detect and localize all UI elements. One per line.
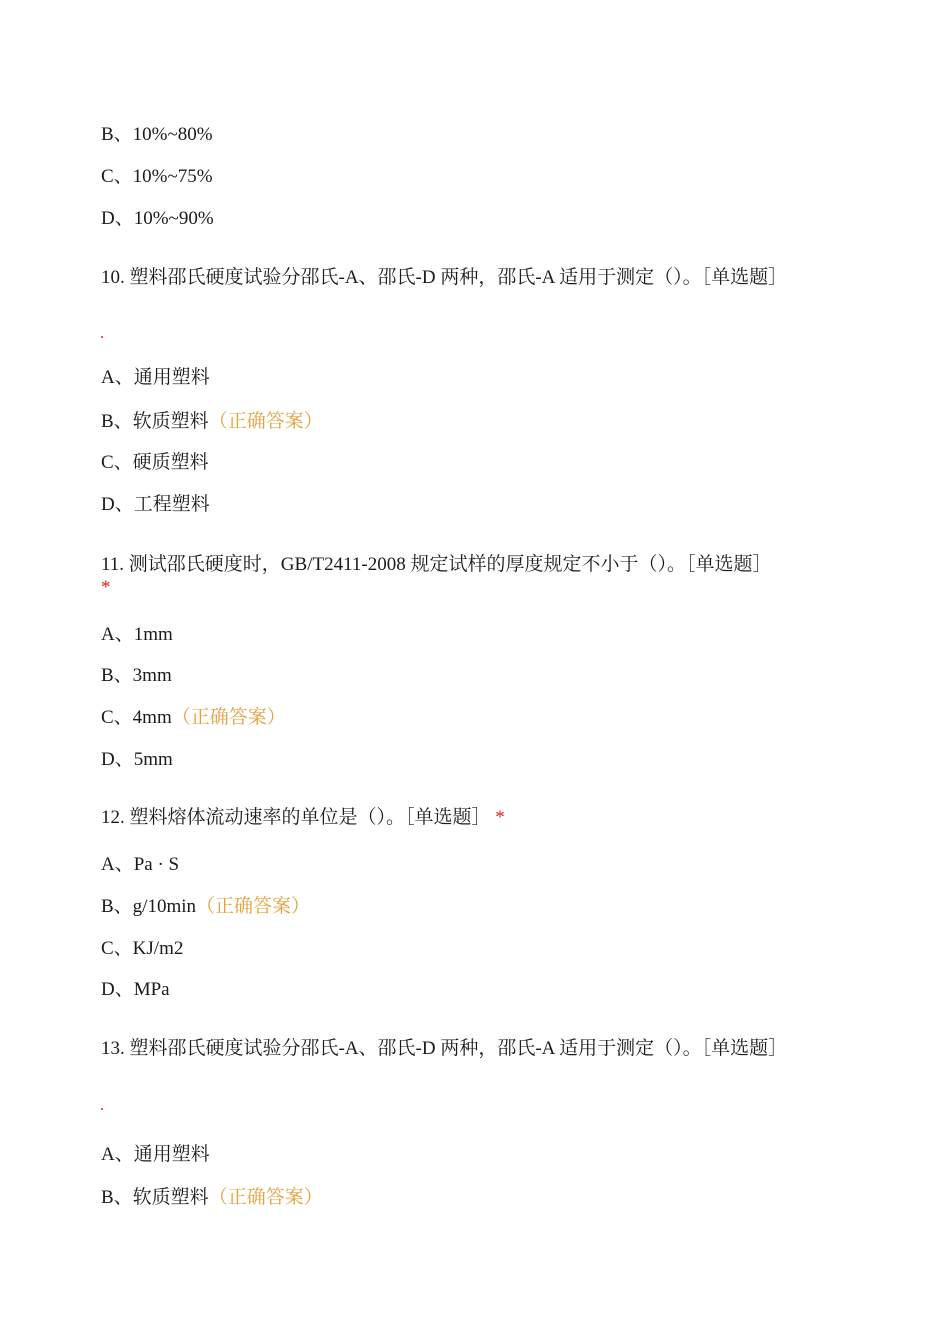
- option-b: B、g/10min（正确答案）: [101, 896, 311, 917]
- option-d: D、MPa: [101, 979, 170, 1000]
- option-a: A、通用塑料: [101, 1144, 210, 1165]
- option-a: A、Pa · S: [101, 854, 180, 875]
- required-star: *: [495, 807, 505, 828]
- option-c: C、10%~75%: [101, 166, 213, 187]
- option-a: A、通用塑料: [101, 367, 210, 388]
- option-d: D、10%~90%: [101, 208, 214, 229]
- question-10-stem: 10. 塑料邵氏硬度试验分邵氏-A、邵氏-D 两种，邵氏-A 适用于测定（）。［单选题］: [101, 267, 788, 288]
- question-12-stem: 12. 塑料熔体流动速率的单位是（）。［单选题］ *: [101, 807, 505, 828]
- option-b: B、软质塑料（正确答案）: [101, 1187, 323, 1208]
- correct-answer-tag: （正确答案）: [208, 411, 323, 432]
- correct-answer-tag: （正确答案）: [196, 896, 311, 917]
- required-marker: [101, 1108, 103, 1110]
- question-11-stem: 11. 测试邵氏硬度时，GB/T2411-2008 规定试样的厚度规定不小于（）。［单选题］ *: [101, 554, 772, 598]
- correct-answer-tag: （正确答案）: [171, 707, 286, 728]
- option-c: C、4mm（正确答案）: [101, 707, 286, 728]
- option-d: D、工程塑料: [101, 494, 210, 515]
- option-d: D、5mm: [101, 749, 173, 770]
- required-marker: [101, 336, 103, 338]
- option-b: B、3mm: [101, 665, 172, 686]
- option-c: C、硬质塑料: [101, 452, 209, 473]
- option-a: A、1mm: [101, 624, 173, 645]
- option-b: B、10%~80%: [101, 124, 213, 145]
- option-c: C、KJ/m2: [101, 938, 184, 959]
- correct-answer-tag: （正确答案）: [208, 1187, 323, 1208]
- option-b: B、软质塑料（正确答案）: [101, 411, 323, 432]
- question-13-stem: 13. 塑料邵氏硬度试验分邵氏-A、邵氏-D 两种，邵氏-A 适用于测定（）。［单选题］: [101, 1038, 788, 1059]
- required-star: *: [101, 577, 111, 598]
